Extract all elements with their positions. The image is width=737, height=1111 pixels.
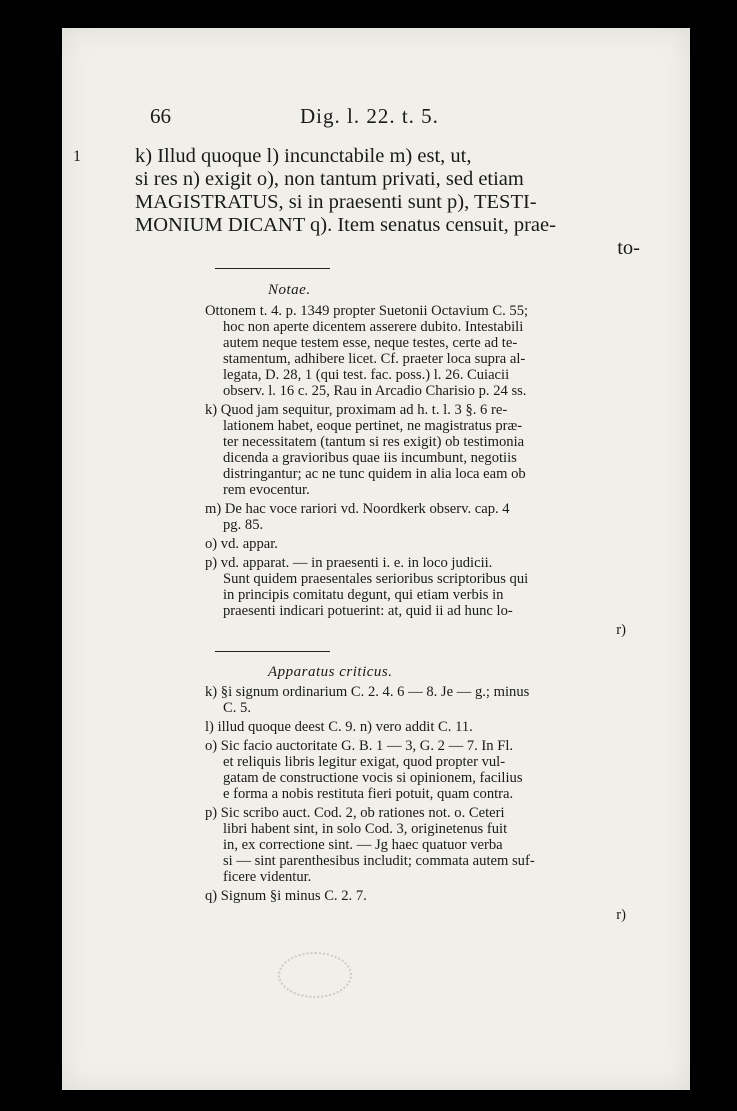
apparatus-paragraph bbox=[205, 738, 638, 802]
main-line: to- bbox=[617, 237, 640, 259]
library-stamp bbox=[278, 952, 352, 998]
note-paragraph bbox=[205, 402, 638, 498]
main-line: MONIUM DICANT q). Item senatus censuit, prae- bbox=[135, 214, 556, 236]
note-line: Sunt quidem praesentales serioribus scriptoribus qui bbox=[223, 571, 529, 587]
apparatus-line: p) Sic scribo auct. Cod. 2, ob rationes not. o. Ceteri bbox=[205, 805, 505, 821]
note-line: p) vd. apparat. — in praesenti i. e. in loco judicii. bbox=[205, 555, 493, 571]
apparatus-line: in, ex correctione sint. — Jg haec quatuor verba bbox=[223, 837, 503, 853]
page-header bbox=[150, 104, 590, 129]
apparatus-title: Apparatus criticus. bbox=[268, 664, 393, 680]
apparatus-catchword: r) bbox=[616, 907, 626, 923]
apparatus-line: libri habent sint, in solo Cod. 3, originetenus fuit bbox=[223, 821, 508, 837]
main-line: k) Illud quoque l) incunctabile m) est, ut, bbox=[135, 145, 472, 167]
apparatus-line: ficere videntur. bbox=[223, 869, 312, 885]
note-line: legata, D. 28, 1 (qui test. fac. poss.) l. 26. Cuiacii bbox=[223, 367, 510, 383]
note-line: rem evocentur. bbox=[223, 482, 310, 498]
note-paragraph bbox=[205, 555, 638, 619]
apparatus-rule bbox=[215, 651, 330, 652]
note-line: stamentum, adhibere licet. Cf. praeter loca supra al- bbox=[223, 351, 526, 367]
notes-title: Notae. bbox=[268, 282, 311, 298]
apparatus-paragraph bbox=[205, 805, 638, 885]
notes-rule bbox=[215, 268, 330, 269]
apparatus-line: k) §i signum ordinarium C. 2. 4. 6 — 8. Je — g.; minus bbox=[205, 684, 530, 700]
running-title: Dig. l. 22. t. 5. bbox=[300, 104, 439, 128]
note-line: m) De hac voce rariori vd. Noordkerk observ. cap. 4 bbox=[205, 501, 510, 517]
apparatus-line: e forma a nobis restituta fieri potuit, quam contra. bbox=[223, 786, 514, 802]
note-paragraph bbox=[205, 536, 638, 552]
apparatus-paragraph bbox=[205, 888, 638, 904]
note-line: autem neque testem esse, neque testes, certe ad te- bbox=[223, 335, 518, 351]
note-line: dicenda a gravioribus quae iis incumbunt, negotiis bbox=[223, 450, 517, 466]
note-line: praesenti indicari potuerint: at, quid ii ad hunc lo- bbox=[223, 603, 513, 619]
note-catchword: r) bbox=[616, 622, 626, 638]
note-line: lationem habet, eoque pertinet, ne magistratus præ- bbox=[223, 418, 523, 434]
note-line: distringantur; ac ne tunc quidem in alia loca eam ob bbox=[223, 466, 526, 482]
page-number: 66 bbox=[150, 104, 171, 128]
main-text bbox=[73, 145, 640, 260]
apparatus-line: si — sint parenthesibus includit; commata autem suf- bbox=[223, 853, 535, 869]
note-line: hoc non aperte dicentem asserere dubito. Intestabili bbox=[223, 319, 524, 335]
note-line: k) Quod jam sequitur, proximam ad h. t. l. 3 §. 6 re- bbox=[205, 402, 508, 418]
margin-number: 1 bbox=[73, 148, 81, 165]
apparatus-line: q) Signum §i minus C. 2. 7. bbox=[205, 888, 367, 904]
note-line: in principis comitatu degunt, qui etiam verbis in bbox=[223, 587, 504, 603]
notes-block bbox=[205, 303, 638, 638]
main-line: si res n) exigit o), non tantum privati, sed etiam bbox=[135, 168, 524, 190]
note-line: o) vd. appar. bbox=[205, 536, 278, 552]
note-line: observ. l. 16 c. 25, Rau in Arcadio Charisio p. 24 ss. bbox=[223, 383, 527, 399]
apparatus-line: C. 5. bbox=[223, 700, 251, 716]
note-paragraph bbox=[205, 501, 638, 533]
apparatus-line: l) illud quoque deest C. 9. n) vero addit C. 11. bbox=[205, 719, 473, 735]
note-line: pg. 85. bbox=[223, 517, 264, 533]
note-line: ter necessitatem (tantum si res exigit) ob testimonia bbox=[223, 434, 525, 450]
note-paragraph bbox=[205, 303, 638, 399]
apparatus-paragraph bbox=[205, 719, 638, 735]
main-line: MAGISTRATUS, si in praesenti sunt p), TESTI- bbox=[135, 191, 537, 213]
apparatus-paragraph bbox=[205, 684, 638, 716]
apparatus-line: o) Sic facio auctoritate G. B. 1 — 3, G. 2 — 7. In Fl. bbox=[205, 738, 514, 754]
apparatus-block bbox=[205, 684, 638, 923]
apparatus-line: gatam de constructione vocis si opinionem, facilius bbox=[223, 770, 523, 786]
note-line: Ottonem t. 4. p. 1349 propter Suetonii Octavium C. 55; bbox=[205, 303, 529, 319]
apparatus-line: et reliquis libris legitur exigat, quod propter vul- bbox=[223, 754, 506, 770]
